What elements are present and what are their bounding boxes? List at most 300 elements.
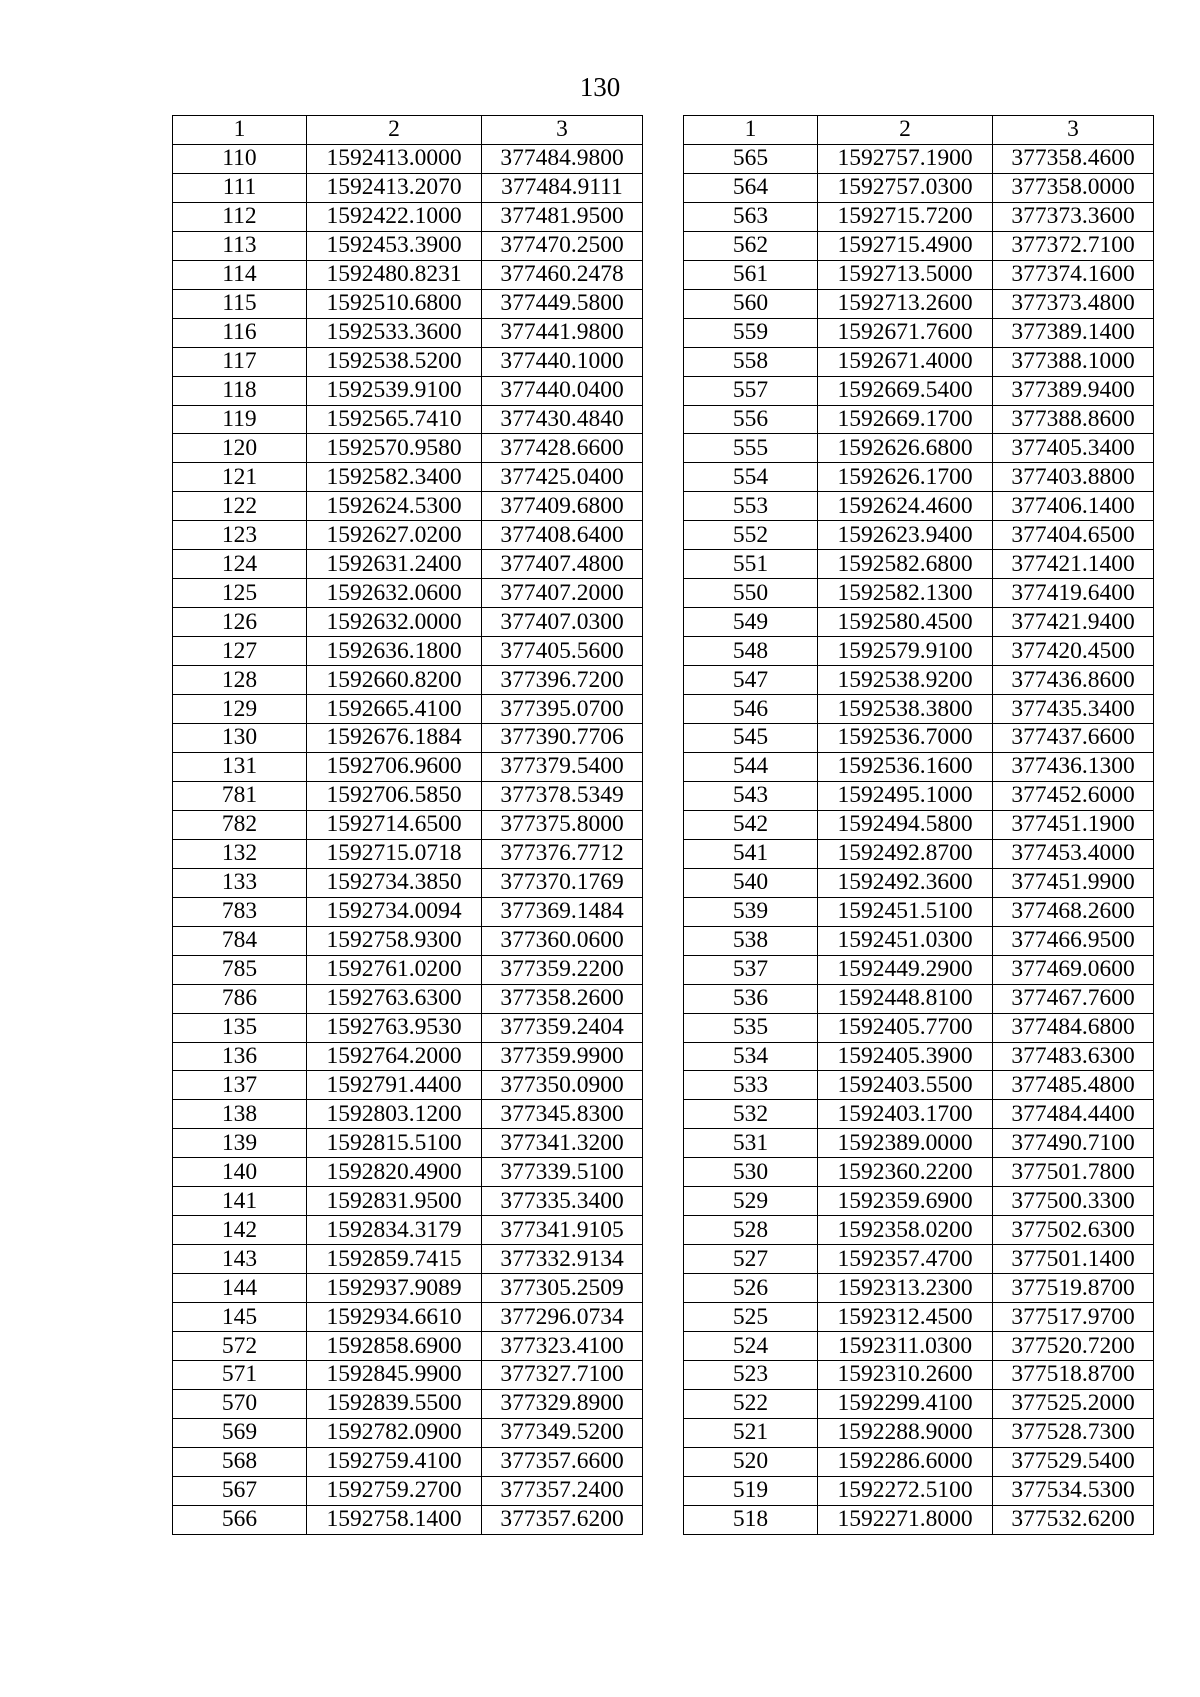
table-row xyxy=(684,1360,1154,1389)
y-coordinate-cell: 377388.8600 xyxy=(993,405,1154,434)
point-number-cell: 570 xyxy=(173,1389,307,1418)
y-coordinate-cell: 377370.1769 xyxy=(482,868,643,897)
x-coordinate-cell: 1592671.7600 xyxy=(818,318,993,347)
y-coordinate-cell: 377395.0700 xyxy=(482,695,643,724)
point-number-cell: 538 xyxy=(684,926,818,955)
y-coordinate-cell: 377421.1400 xyxy=(993,550,1154,579)
point-number-cell: 784 xyxy=(173,926,307,955)
x-coordinate-cell: 1592272.5100 xyxy=(818,1476,993,1505)
table-row xyxy=(173,1505,643,1534)
x-coordinate-cell: 1592422.1000 xyxy=(307,202,482,231)
column-header-1: 1 xyxy=(173,116,307,145)
y-coordinate-cell: 377421.9400 xyxy=(993,608,1154,637)
y-coordinate-cell: 377484.6800 xyxy=(993,1013,1154,1042)
point-number-cell: 536 xyxy=(684,984,818,1013)
point-number-cell: 121 xyxy=(173,463,307,492)
point-number-cell: 537 xyxy=(684,955,818,984)
table-row xyxy=(684,608,1154,637)
x-coordinate-cell: 1592451.0300 xyxy=(818,926,993,955)
y-coordinate-cell: 377369.1484 xyxy=(482,897,643,926)
y-coordinate-cell: 377388.1000 xyxy=(993,347,1154,376)
x-coordinate-cell: 1592624.5300 xyxy=(307,492,482,521)
x-coordinate-cell: 1592761.0200 xyxy=(307,955,482,984)
y-coordinate-cell: 377501.7800 xyxy=(993,1158,1154,1187)
y-coordinate-cell: 377407.4800 xyxy=(482,550,643,579)
y-coordinate-cell: 377390.7706 xyxy=(482,724,643,753)
table-row xyxy=(173,463,643,492)
point-number-cell: 140 xyxy=(173,1158,307,1187)
point-number-cell: 783 xyxy=(173,897,307,926)
point-number-cell: 526 xyxy=(684,1274,818,1303)
table-row xyxy=(684,839,1154,868)
table-row xyxy=(173,1187,643,1216)
table-row xyxy=(173,202,643,231)
table-row xyxy=(684,550,1154,579)
x-coordinate-cell: 1592451.5100 xyxy=(818,897,993,926)
y-coordinate-cell: 377436.8600 xyxy=(993,666,1154,695)
column-header-1: 1 xyxy=(684,116,818,145)
table-row xyxy=(684,724,1154,753)
x-coordinate-cell: 1592312.4500 xyxy=(818,1303,993,1332)
table-row xyxy=(684,347,1154,376)
x-coordinate-cell: 1592533.3600 xyxy=(307,318,482,347)
x-coordinate-cell: 1592831.9500 xyxy=(307,1187,482,1216)
table-row xyxy=(684,637,1154,666)
point-number-cell: 564 xyxy=(684,173,818,202)
point-number-cell: 543 xyxy=(684,781,818,810)
y-coordinate-cell: 377520.7200 xyxy=(993,1332,1154,1361)
point-number-cell: 541 xyxy=(684,839,818,868)
point-number-cell: 132 xyxy=(173,839,307,868)
x-coordinate-cell: 1592759.4100 xyxy=(307,1447,482,1476)
table-row xyxy=(173,1158,643,1187)
y-coordinate-cell: 377453.4000 xyxy=(993,839,1154,868)
x-coordinate-cell: 1592758.1400 xyxy=(307,1505,482,1534)
y-coordinate-cell: 377440.0400 xyxy=(482,376,643,405)
table-row xyxy=(173,897,643,926)
x-coordinate-cell: 1592715.7200 xyxy=(818,202,993,231)
table-row xyxy=(173,637,643,666)
table-row xyxy=(173,260,643,289)
x-coordinate-cell: 1592839.5500 xyxy=(307,1389,482,1418)
point-number-cell: 126 xyxy=(173,608,307,637)
y-coordinate-cell: 377373.3600 xyxy=(993,202,1154,231)
table-row xyxy=(173,550,643,579)
x-coordinate-cell: 1592536.7000 xyxy=(818,724,993,753)
x-coordinate-cell: 1592313.2300 xyxy=(818,1274,993,1303)
x-coordinate-cell: 1592714.6500 xyxy=(307,810,482,839)
x-coordinate-cell: 1592510.6800 xyxy=(307,289,482,318)
y-coordinate-cell: 377341.9105 xyxy=(482,1216,643,1245)
point-number-cell: 522 xyxy=(684,1389,818,1418)
y-coordinate-cell: 377500.3300 xyxy=(993,1187,1154,1216)
point-number-cell: 551 xyxy=(684,550,818,579)
x-coordinate-cell: 1592632.0600 xyxy=(307,579,482,608)
point-number-cell: 524 xyxy=(684,1332,818,1361)
x-coordinate-cell: 1592815.5100 xyxy=(307,1129,482,1158)
point-number-cell: 569 xyxy=(173,1418,307,1447)
point-number-cell: 534 xyxy=(684,1042,818,1071)
table-row xyxy=(684,579,1154,608)
x-coordinate-cell: 1592495.1000 xyxy=(818,781,993,810)
point-number-cell: 542 xyxy=(684,810,818,839)
point-number-cell: 785 xyxy=(173,955,307,984)
y-coordinate-cell: 377428.6600 xyxy=(482,434,643,463)
table-row xyxy=(684,868,1154,897)
x-coordinate-cell: 1592845.9900 xyxy=(307,1360,482,1389)
table-row xyxy=(684,405,1154,434)
table-row xyxy=(173,347,643,376)
point-number-cell: 535 xyxy=(684,1013,818,1042)
table-row xyxy=(684,318,1154,347)
x-coordinate-cell: 1592763.9530 xyxy=(307,1013,482,1042)
point-number-cell: 118 xyxy=(173,376,307,405)
column-header-2: 2 xyxy=(818,116,993,145)
y-coordinate-cell: 377490.7100 xyxy=(993,1129,1154,1158)
y-coordinate-cell: 377360.0600 xyxy=(482,926,643,955)
table-row xyxy=(684,781,1154,810)
table-row xyxy=(173,1042,643,1071)
table-row xyxy=(684,752,1154,781)
y-coordinate-cell: 377525.2000 xyxy=(993,1389,1154,1418)
x-coordinate-cell: 1592820.4900 xyxy=(307,1158,482,1187)
x-coordinate-cell: 1592669.5400 xyxy=(818,376,993,405)
y-coordinate-cell: 377358.0000 xyxy=(993,173,1154,202)
table-row xyxy=(684,897,1154,926)
y-coordinate-cell: 377484.9800 xyxy=(482,144,643,173)
point-number-cell: 554 xyxy=(684,463,818,492)
x-coordinate-cell: 1592734.3850 xyxy=(307,868,482,897)
table-row xyxy=(684,1274,1154,1303)
point-number-cell: 519 xyxy=(684,1476,818,1505)
table-row xyxy=(173,695,643,724)
y-coordinate-cell: 377481.9500 xyxy=(482,202,643,231)
x-coordinate-cell: 1592623.9400 xyxy=(818,521,993,550)
table-row xyxy=(684,173,1154,202)
x-coordinate-cell: 1592311.0300 xyxy=(818,1332,993,1361)
x-coordinate-cell: 1592453.3900 xyxy=(307,231,482,260)
point-number-cell: 561 xyxy=(684,260,818,289)
x-coordinate-cell: 1592539.9100 xyxy=(307,376,482,405)
point-number-cell: 520 xyxy=(684,1447,818,1476)
table-row xyxy=(684,492,1154,521)
y-coordinate-cell: 377435.3400 xyxy=(993,695,1154,724)
table-row xyxy=(684,144,1154,173)
coordinates-table-right xyxy=(683,115,1154,1535)
x-coordinate-cell: 1592669.1700 xyxy=(818,405,993,434)
page-number: 130 xyxy=(579,72,621,102)
y-coordinate-cell: 377389.9400 xyxy=(993,376,1154,405)
x-coordinate-cell: 1592579.9100 xyxy=(818,637,993,666)
x-coordinate-cell: 1592636.1800 xyxy=(307,637,482,666)
x-coordinate-cell: 1592357.4700 xyxy=(818,1245,993,1274)
point-number-cell: 115 xyxy=(173,289,307,318)
point-number-cell: 527 xyxy=(684,1245,818,1274)
table-row xyxy=(684,1418,1154,1447)
y-coordinate-cell: 377470.2500 xyxy=(482,231,643,260)
y-coordinate-cell: 377529.5400 xyxy=(993,1447,1154,1476)
point-number-cell: 142 xyxy=(173,1216,307,1245)
x-coordinate-cell: 1592405.3900 xyxy=(818,1042,993,1071)
point-number-cell: 133 xyxy=(173,868,307,897)
y-coordinate-cell: 377405.5600 xyxy=(482,637,643,666)
y-coordinate-cell: 377440.1000 xyxy=(482,347,643,376)
y-coordinate-cell: 377420.4500 xyxy=(993,637,1154,666)
y-coordinate-cell: 377357.6200 xyxy=(482,1505,643,1534)
y-coordinate-cell: 377408.6400 xyxy=(482,521,643,550)
point-number-cell: 568 xyxy=(173,1447,307,1476)
point-number-cell: 546 xyxy=(684,695,818,724)
x-coordinate-cell: 1592763.6300 xyxy=(307,984,482,1013)
table-row xyxy=(684,984,1154,1013)
x-coordinate-cell: 1592715.4900 xyxy=(818,231,993,260)
point-number-cell: 143 xyxy=(173,1245,307,1274)
point-number-cell: 119 xyxy=(173,405,307,434)
point-number-cell: 528 xyxy=(684,1216,818,1245)
table-row xyxy=(173,1274,643,1303)
y-coordinate-cell: 377305.2509 xyxy=(482,1274,643,1303)
x-coordinate-cell: 1592299.4100 xyxy=(818,1389,993,1418)
point-number-cell: 781 xyxy=(173,781,307,810)
y-coordinate-cell: 377359.9900 xyxy=(482,1042,643,1071)
table-row xyxy=(684,1042,1154,1071)
point-number-cell: 572 xyxy=(173,1332,307,1361)
coordinates-table-left xyxy=(172,115,643,1535)
y-coordinate-cell: 377528.7300 xyxy=(993,1418,1154,1447)
table-row xyxy=(684,1303,1154,1332)
x-coordinate-cell: 1592492.8700 xyxy=(818,839,993,868)
y-coordinate-cell: 377341.3200 xyxy=(482,1129,643,1158)
table-row xyxy=(173,984,643,1013)
table-row xyxy=(684,1100,1154,1129)
point-number-cell: 122 xyxy=(173,492,307,521)
y-coordinate-cell: 377359.2404 xyxy=(482,1013,643,1042)
y-coordinate-cell: 377358.4600 xyxy=(993,144,1154,173)
table-row xyxy=(173,579,643,608)
table-row xyxy=(684,1071,1154,1100)
y-coordinate-cell: 377441.9800 xyxy=(482,318,643,347)
x-coordinate-cell: 1592631.2400 xyxy=(307,550,482,579)
point-number-cell: 545 xyxy=(684,724,818,753)
point-number-cell: 531 xyxy=(684,1129,818,1158)
x-coordinate-cell: 1592782.0900 xyxy=(307,1418,482,1447)
y-coordinate-cell: 377484.9111 xyxy=(482,173,643,202)
point-number-cell: 539 xyxy=(684,897,818,926)
point-number-cell: 563 xyxy=(684,202,818,231)
y-coordinate-cell: 377517.9700 xyxy=(993,1303,1154,1332)
y-coordinate-cell: 377332.9134 xyxy=(482,1245,643,1274)
x-coordinate-cell: 1592632.0000 xyxy=(307,608,482,637)
x-coordinate-cell: 1592389.0000 xyxy=(818,1129,993,1158)
table-row xyxy=(684,1216,1154,1245)
x-coordinate-cell: 1592859.7415 xyxy=(307,1245,482,1274)
y-coordinate-cell: 377376.7712 xyxy=(482,839,643,868)
y-coordinate-cell: 377419.6400 xyxy=(993,579,1154,608)
table-row xyxy=(684,521,1154,550)
table-row xyxy=(684,1013,1154,1042)
y-coordinate-cell: 377460.2478 xyxy=(482,260,643,289)
table-row xyxy=(173,405,643,434)
table-row xyxy=(173,781,643,810)
x-coordinate-cell: 1592764.2000 xyxy=(307,1042,482,1071)
y-coordinate-cell: 377452.6000 xyxy=(993,781,1154,810)
y-coordinate-cell: 377359.2200 xyxy=(482,955,643,984)
point-number-cell: 138 xyxy=(173,1100,307,1129)
y-coordinate-cell: 377373.4800 xyxy=(993,289,1154,318)
y-coordinate-cell: 377358.2600 xyxy=(482,984,643,1013)
table-row xyxy=(173,434,643,463)
x-coordinate-cell: 1592480.8231 xyxy=(307,260,482,289)
table-row xyxy=(684,1505,1154,1534)
table-row xyxy=(173,1476,643,1505)
x-coordinate-cell: 1592538.3800 xyxy=(818,695,993,724)
table-row xyxy=(173,1447,643,1476)
y-coordinate-cell: 377296.0734 xyxy=(482,1303,643,1332)
y-coordinate-cell: 377532.6200 xyxy=(993,1505,1154,1534)
table-row xyxy=(684,1332,1154,1361)
point-number-cell: 137 xyxy=(173,1071,307,1100)
y-coordinate-cell: 377405.3400 xyxy=(993,434,1154,463)
point-number-cell: 565 xyxy=(684,144,818,173)
point-number-cell: 559 xyxy=(684,318,818,347)
table-body xyxy=(173,144,643,1534)
column-header-2: 2 xyxy=(307,116,482,145)
y-coordinate-cell: 377407.0300 xyxy=(482,608,643,637)
point-number-cell: 141 xyxy=(173,1187,307,1216)
table-row xyxy=(173,1129,643,1158)
table-row xyxy=(173,289,643,318)
y-coordinate-cell: 377374.1600 xyxy=(993,260,1154,289)
y-coordinate-cell: 377407.2000 xyxy=(482,579,643,608)
point-number-cell: 135 xyxy=(173,1013,307,1042)
y-coordinate-cell: 377484.4400 xyxy=(993,1100,1154,1129)
table-row xyxy=(173,1100,643,1129)
x-coordinate-cell: 1592288.9000 xyxy=(818,1418,993,1447)
x-coordinate-cell: 1592565.7410 xyxy=(307,405,482,434)
y-coordinate-cell: 377467.7600 xyxy=(993,984,1154,1013)
point-number-cell: 529 xyxy=(684,1187,818,1216)
y-coordinate-cell: 377404.6500 xyxy=(993,521,1154,550)
y-coordinate-cell: 377350.0900 xyxy=(482,1071,643,1100)
point-number-cell: 558 xyxy=(684,347,818,376)
point-number-cell: 571 xyxy=(173,1360,307,1389)
table-row xyxy=(684,666,1154,695)
x-coordinate-cell: 1592706.5850 xyxy=(307,781,482,810)
y-coordinate-cell: 377406.1400 xyxy=(993,492,1154,521)
x-coordinate-cell: 1592706.9600 xyxy=(307,752,482,781)
table-row xyxy=(173,1389,643,1418)
x-coordinate-cell: 1592494.5800 xyxy=(818,810,993,839)
point-number-cell: 533 xyxy=(684,1071,818,1100)
point-number-cell: 525 xyxy=(684,1303,818,1332)
x-coordinate-cell: 1592934.6610 xyxy=(307,1303,482,1332)
point-number-cell: 136 xyxy=(173,1042,307,1071)
table-row xyxy=(684,1158,1154,1187)
x-coordinate-cell: 1592403.5500 xyxy=(818,1071,993,1100)
point-number-cell: 560 xyxy=(684,289,818,318)
y-coordinate-cell: 377323.4100 xyxy=(482,1332,643,1361)
point-number-cell: 530 xyxy=(684,1158,818,1187)
point-number-cell: 125 xyxy=(173,579,307,608)
table-row xyxy=(173,810,643,839)
table-row xyxy=(684,1476,1154,1505)
table-row xyxy=(684,1389,1154,1418)
y-coordinate-cell: 377329.8900 xyxy=(482,1389,643,1418)
x-coordinate-cell: 1592360.2200 xyxy=(818,1158,993,1187)
point-number-cell: 110 xyxy=(173,144,307,173)
table-row xyxy=(173,1245,643,1274)
table-row xyxy=(173,724,643,753)
table-row xyxy=(173,1360,643,1389)
x-coordinate-cell: 1592405.7700 xyxy=(818,1013,993,1042)
x-coordinate-cell: 1592582.6800 xyxy=(818,550,993,579)
table-row xyxy=(684,1187,1154,1216)
table-row xyxy=(684,810,1154,839)
table-row xyxy=(173,1013,643,1042)
table-row xyxy=(173,521,643,550)
x-coordinate-cell: 1592582.1300 xyxy=(818,579,993,608)
y-coordinate-cell: 377437.6600 xyxy=(993,724,1154,753)
x-coordinate-cell: 1592665.4100 xyxy=(307,695,482,724)
point-number-cell: 552 xyxy=(684,521,818,550)
x-coordinate-cell: 1592626.1700 xyxy=(818,463,993,492)
table-row xyxy=(684,463,1154,492)
table-row xyxy=(173,955,643,984)
point-number-cell: 782 xyxy=(173,810,307,839)
point-number-cell: 116 xyxy=(173,318,307,347)
x-coordinate-cell: 1592538.9200 xyxy=(818,666,993,695)
y-coordinate-cell: 377378.5349 xyxy=(482,781,643,810)
point-number-cell: 129 xyxy=(173,695,307,724)
y-coordinate-cell: 377502.6300 xyxy=(993,1216,1154,1245)
y-coordinate-cell: 377451.9900 xyxy=(993,868,1154,897)
x-coordinate-cell: 1592713.2600 xyxy=(818,289,993,318)
x-coordinate-cell: 1592624.4600 xyxy=(818,492,993,521)
x-coordinate-cell: 1592449.2900 xyxy=(818,955,993,984)
column-header-3: 3 xyxy=(993,116,1154,145)
x-coordinate-cell: 1592715.0718 xyxy=(307,839,482,868)
x-coordinate-cell: 1592359.6900 xyxy=(818,1187,993,1216)
y-coordinate-cell: 377466.9500 xyxy=(993,926,1154,955)
x-coordinate-cell: 1592413.2070 xyxy=(307,173,482,202)
x-coordinate-cell: 1592757.0300 xyxy=(818,173,993,202)
y-coordinate-cell: 377485.4800 xyxy=(993,1071,1154,1100)
table-row xyxy=(684,202,1154,231)
x-coordinate-cell: 1592676.1884 xyxy=(307,724,482,753)
point-number-cell: 130 xyxy=(173,724,307,753)
x-coordinate-cell: 1592758.9300 xyxy=(307,926,482,955)
table-row xyxy=(173,1332,643,1361)
y-coordinate-cell: 377379.5400 xyxy=(482,752,643,781)
point-number-cell: 127 xyxy=(173,637,307,666)
table-header-row xyxy=(173,116,643,145)
y-coordinate-cell: 377430.4840 xyxy=(482,405,643,434)
table-row xyxy=(684,434,1154,463)
table-row xyxy=(684,955,1154,984)
point-number-cell: 124 xyxy=(173,550,307,579)
y-coordinate-cell: 377519.8700 xyxy=(993,1274,1154,1303)
y-coordinate-cell: 377389.1400 xyxy=(993,318,1154,347)
x-coordinate-cell: 1592536.1600 xyxy=(818,752,993,781)
table-row xyxy=(684,231,1154,260)
x-coordinate-cell: 1592582.3400 xyxy=(307,463,482,492)
y-coordinate-cell: 377375.8000 xyxy=(482,810,643,839)
x-coordinate-cell: 1592626.6800 xyxy=(818,434,993,463)
table-row xyxy=(173,1071,643,1100)
x-coordinate-cell: 1592671.4000 xyxy=(818,347,993,376)
y-coordinate-cell: 377357.6600 xyxy=(482,1447,643,1476)
x-coordinate-cell: 1592570.9580 xyxy=(307,434,482,463)
